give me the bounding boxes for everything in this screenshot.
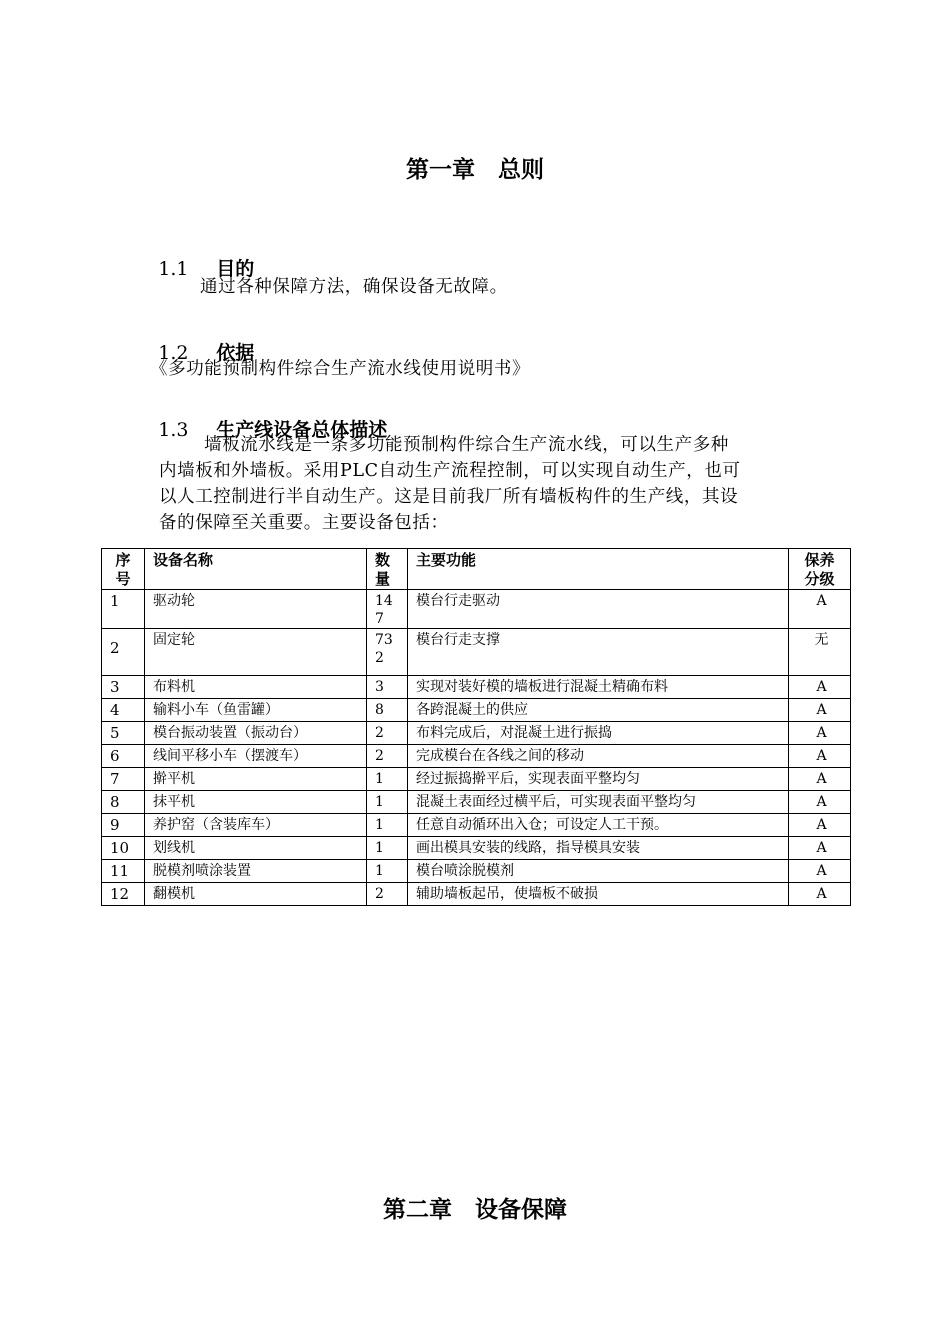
chapter-2-title: 第二章 设备保障 (383, 1197, 567, 1223)
cell-function: 画出模具安装的线路，指导模具安装 (408, 837, 789, 860)
cell-function: 任意自动循环出入仓；可设定人工干预。 (408, 814, 789, 837)
cell-qty (367, 590, 408, 629)
table-row (102, 883, 851, 906)
header-level (789, 549, 851, 590)
cell-function: 各跨混凝土的供应 (408, 699, 789, 722)
cell-name: 固定轮 (145, 629, 367, 676)
header-qty (367, 549, 408, 590)
cell-seq: 11 (102, 860, 145, 883)
cell-seq: 5 (102, 722, 145, 745)
table-row (102, 768, 851, 791)
cell-qty: 8 (367, 699, 408, 722)
cell-function: 模台喷涂脱模剂 (408, 860, 789, 883)
cell-level: A (789, 590, 851, 629)
equipment-table (101, 548, 851, 906)
cell-function: 实现对装好模的墙板进行混凝土精确布料 (408, 676, 789, 699)
header-seq-line: 号 (115, 570, 131, 588)
cell-seq: 4 (102, 699, 145, 722)
header-qty-line: 量 (375, 570, 391, 588)
qty-line: 14 (375, 593, 393, 609)
cell-function: 布料完成后，对混凝土进行振捣 (408, 722, 789, 745)
cell-name: 抹平机 (145, 791, 367, 814)
cell-seq: 12 (102, 883, 145, 906)
header-level-line: 保养 (804, 551, 835, 569)
table-row (102, 814, 851, 837)
section-number: 1.1 (158, 258, 189, 280)
cell-seq: 2 (102, 629, 145, 676)
cell-qty (367, 629, 408, 676)
table-row (102, 722, 851, 745)
chapter-1-title: 第一章 总则 (406, 157, 544, 183)
cell-function: 完成模台在各线之间的移动 (408, 745, 789, 768)
table-row (102, 745, 851, 768)
cell-name: 驱动轮 (145, 590, 367, 629)
header-seq (102, 549, 145, 590)
cell-level: A (789, 791, 851, 814)
cell-qty: 2 (367, 745, 408, 768)
qty-line: 73 (375, 632, 393, 648)
cell-name: 划线机 (145, 837, 367, 860)
cell-function: 混凝土表面经过横平后，可实现表面平整均匀 (408, 791, 789, 814)
paragraph-line: 墙板流水线是一条多功能预制构件综合生产流水线，可以生产多种 (204, 435, 729, 455)
cell-level: A (789, 676, 851, 699)
table-row (102, 837, 851, 860)
section-title: 依据 (216, 342, 255, 364)
cell-qty: 1 (367, 837, 408, 860)
table-row (102, 676, 851, 699)
cell-qty: 1 (367, 814, 408, 837)
table-row (102, 699, 851, 722)
section-1-3-body (159, 432, 819, 536)
cell-function: 模台行走支撑 (408, 629, 789, 676)
cell-qty: 2 (367, 722, 408, 745)
header-function: 主要功能 (408, 549, 789, 590)
qty-line: 7 (375, 611, 384, 627)
cell-level: A (789, 883, 851, 906)
section-1-1-body: 通过各种保障方法，确保设备无故障。 (200, 277, 508, 297)
table-body (102, 590, 851, 906)
cell-level: A (789, 814, 851, 837)
cell-function: 模台行走驱动 (408, 590, 789, 629)
table-row (102, 590, 851, 629)
header-name: 设备名称 (145, 549, 367, 590)
cell-level: A (789, 722, 851, 745)
section-number: 1.2 (158, 342, 189, 364)
cell-seq: 7 (102, 768, 145, 791)
cell-level: A (789, 745, 851, 768)
cell-level: A (789, 768, 851, 791)
cell-seq: 9 (102, 814, 145, 837)
cell-name: 模台振动装置（振动台） (145, 722, 367, 745)
cell-level: A (789, 860, 851, 883)
cell-seq: 1 (102, 590, 145, 629)
cell-function: 辅助墙板起吊，使墙板不破损 (408, 883, 789, 906)
cell-seq: 8 (102, 791, 145, 814)
header-qty-line: 数 (375, 551, 391, 569)
table-header-row (102, 549, 851, 590)
section-title: 目的 (216, 258, 255, 280)
cell-name: 线间平移小车（摆渡车） (145, 745, 367, 768)
cell-name: 翻模机 (145, 883, 367, 906)
cell-qty: 1 (367, 791, 408, 814)
section-title: 生产线设备总体描述 (216, 419, 388, 441)
header-level-line: 分级 (804, 570, 835, 588)
cell-level: A (789, 699, 851, 722)
paragraph-line: 以人工控制进行半自动生产。这是目前我厂所有墙板构件的生产线，其设 (159, 487, 739, 507)
section-number: 1.3 (158, 419, 189, 441)
cell-seq: 10 (102, 837, 145, 860)
header-seq-line: 序 (115, 551, 131, 569)
cell-qty: 2 (367, 883, 408, 906)
cell-qty: 3 (367, 676, 408, 699)
cell-qty: 1 (367, 860, 408, 883)
qty-line: 2 (375, 650, 384, 666)
table-row (102, 860, 851, 883)
cell-seq: 3 (102, 676, 145, 699)
cell-level: A (789, 837, 851, 860)
cell-qty: 1 (367, 768, 408, 791)
paragraph-line: 备的保障至关重要。主要设备包括： (159, 513, 449, 533)
cell-name: 擀平机 (145, 768, 367, 791)
cell-name: 布料机 (145, 676, 367, 699)
cell-name: 输料小车（鱼雷罐） (145, 699, 367, 722)
section-1-2-body: 《多功能预制构件综合生产流水线使用说明书》 (150, 359, 531, 379)
cell-seq: 6 (102, 745, 145, 768)
table-row (102, 791, 851, 814)
cell-name: 脱模剂喷涂装置 (145, 860, 367, 883)
cell-level: 无 (789, 629, 851, 676)
paragraph-line: 内墙板和外墙板。采用PLC自动生产流程控制，可以实现自动生产，也可 (159, 461, 741, 481)
cell-name: 养护窑（含装库车） (145, 814, 367, 837)
cell-function: 经过振捣擀平后，实现表面平整均匀 (408, 768, 789, 791)
table-row (102, 629, 851, 676)
